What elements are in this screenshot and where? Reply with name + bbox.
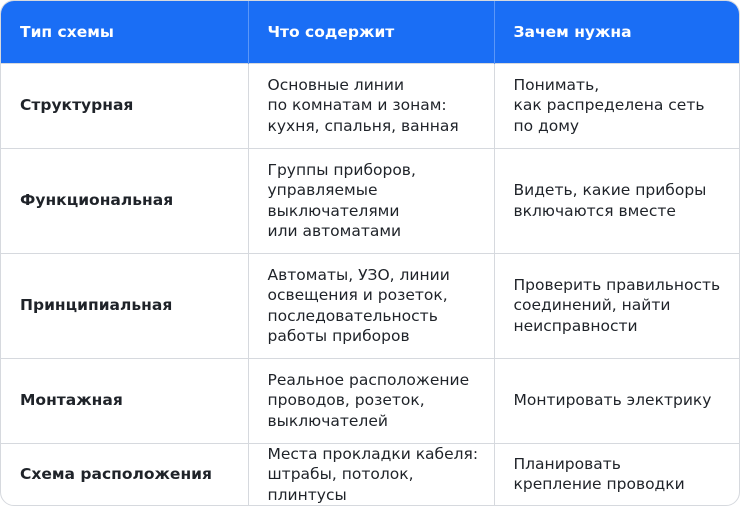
cell-line: Проверить правильность (513, 275, 721, 294)
scheme-type-cell: Структурная (1, 63, 248, 148)
cell-line: кухня, спальня, ванная (267, 116, 459, 135)
scheme-type-cell: Функциональная (1, 148, 248, 253)
cell-line: работы приборов (267, 327, 410, 345)
purpose-cell (494, 443, 739, 505)
contents-cell (248, 443, 494, 505)
table-row (1, 443, 739, 505)
scheme-type-cell: Схема расположения (1, 443, 248, 505)
header-row (1, 1, 739, 63)
cell-line: Группы приборов, (267, 160, 416, 179)
cell-line: Планировать (513, 454, 621, 473)
contents-cell (248, 63, 494, 148)
cell-line: выключателей (267, 411, 388, 430)
cell-line: Видеть, какие приборы (513, 181, 707, 199)
cell-line: соединений, найти (513, 296, 671, 315)
purpose-cell (494, 148, 739, 253)
cell-line: включаются вместе (513, 201, 676, 220)
contents-cell (248, 253, 494, 358)
contents-cell (248, 358, 494, 443)
scheme-type-cell: Монтажная (1, 358, 248, 443)
cell-line: штрабы, потолок, плинтусы (267, 465, 414, 504)
cell-line: неисправности (513, 316, 638, 335)
cell-line: освещения и розеток, (267, 286, 448, 304)
cell-line: как распределена сеть (513, 96, 705, 115)
cell-line: или автоматами (267, 222, 402, 240)
contents-cell (248, 148, 494, 253)
table-row (1, 63, 739, 148)
cell-line: Места прокладки кабеля: (267, 444, 479, 463)
cell-line: Автоматы, УЗО, линии (267, 265, 450, 284)
cell-line: последовательность (267, 306, 438, 325)
cell-line: Основные линии (267, 75, 405, 94)
purpose-cell (494, 63, 739, 148)
purpose-cell (494, 253, 739, 358)
cell-line: выключателями (267, 201, 400, 220)
cell-line: Понимать, (513, 75, 600, 94)
header-purpose: Зачем нужна (494, 1, 739, 63)
header-contents: Что содержит (248, 1, 494, 63)
cell-line: по комнатам и зонам: (267, 96, 447, 115)
cell-line: управляемые (267, 181, 378, 199)
table-body (1, 63, 739, 505)
cell-line: по дому (513, 116, 580, 135)
header-scheme-type: Тип схемы (1, 1, 248, 63)
table-row (1, 148, 739, 253)
cell-line: проводов, розеток, (267, 391, 425, 410)
table-header (1, 1, 739, 63)
table-row (1, 253, 739, 358)
table-row (1, 358, 739, 443)
cell-line: Монтировать электрику (513, 391, 712, 410)
schemes-table-grid (1, 1, 739, 505)
purpose-cell (494, 358, 739, 443)
cell-line: Реальное расположение (267, 370, 470, 389)
cell-line: крепление проводки (513, 475, 685, 494)
scheme-type-cell: Принципиальная (1, 253, 248, 358)
